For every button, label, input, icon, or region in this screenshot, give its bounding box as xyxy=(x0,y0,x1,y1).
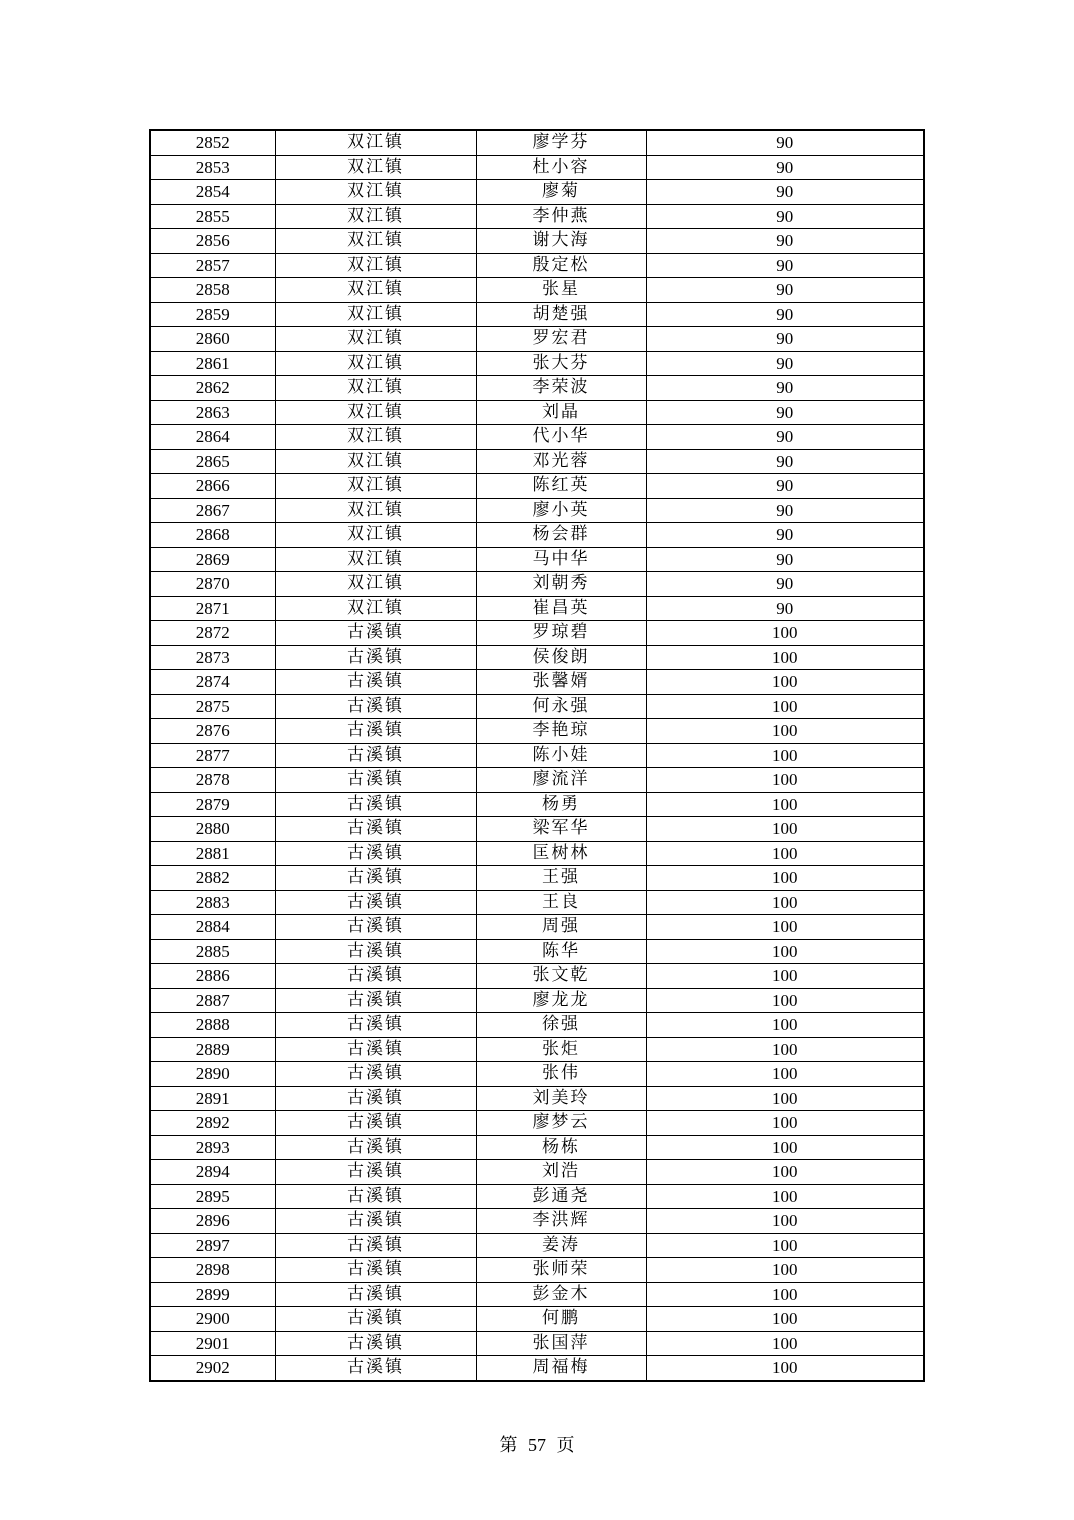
cell-score: 100 xyxy=(646,1086,924,1111)
table-row xyxy=(150,180,924,205)
cell-town: 古溪镇 xyxy=(275,670,476,695)
cell-town: 双江镇 xyxy=(275,449,476,474)
cell-score: 90 xyxy=(646,130,924,155)
table-body xyxy=(150,130,924,1381)
table-row xyxy=(150,351,924,376)
table-row xyxy=(150,719,924,744)
cell-name: 胡楚强 xyxy=(476,302,646,327)
table-row xyxy=(150,130,924,155)
cell-name: 匡树林 xyxy=(476,841,646,866)
cell-index: 2869 xyxy=(150,547,275,572)
table-row xyxy=(150,449,924,474)
table-row xyxy=(150,621,924,646)
cell-town: 双江镇 xyxy=(275,523,476,548)
cell-town: 古溪镇 xyxy=(275,1013,476,1038)
cell-name: 廖龙龙 xyxy=(476,988,646,1013)
cell-town: 双江镇 xyxy=(275,180,476,205)
cell-index: 2894 xyxy=(150,1160,275,1185)
table-row xyxy=(150,768,924,793)
cell-score: 90 xyxy=(646,474,924,499)
cell-name: 彭通尧 xyxy=(476,1184,646,1209)
cell-score: 100 xyxy=(646,1331,924,1356)
data-table xyxy=(149,129,925,1382)
cell-score: 100 xyxy=(646,1258,924,1283)
table-row xyxy=(150,474,924,499)
cell-town: 古溪镇 xyxy=(275,1331,476,1356)
cell-score: 100 xyxy=(646,890,924,915)
cell-index: 2884 xyxy=(150,915,275,940)
cell-name: 刘晶 xyxy=(476,400,646,425)
cell-town: 古溪镇 xyxy=(275,1307,476,1332)
table-row xyxy=(150,988,924,1013)
table-row xyxy=(150,425,924,450)
table-row xyxy=(150,327,924,352)
cell-score: 100 xyxy=(646,1013,924,1038)
cell-name: 王强 xyxy=(476,866,646,891)
cell-index: 2882 xyxy=(150,866,275,891)
cell-score: 90 xyxy=(646,253,924,278)
table-row xyxy=(150,1135,924,1160)
cell-index: 2900 xyxy=(150,1307,275,1332)
table-row xyxy=(150,1282,924,1307)
cell-score: 90 xyxy=(646,204,924,229)
cell-name: 廖梦云 xyxy=(476,1111,646,1136)
cell-index: 2887 xyxy=(150,988,275,1013)
cell-index: 2866 xyxy=(150,474,275,499)
cell-name: 张伟 xyxy=(476,1062,646,1087)
cell-name: 谢大海 xyxy=(476,229,646,254)
table-row xyxy=(150,1160,924,1185)
cell-index: 2860 xyxy=(150,327,275,352)
table-row xyxy=(150,964,924,989)
cell-index: 2880 xyxy=(150,817,275,842)
cell-name: 刘浩 xyxy=(476,1160,646,1185)
cell-index: 2901 xyxy=(150,1331,275,1356)
table-row xyxy=(150,1184,924,1209)
cell-score: 100 xyxy=(646,694,924,719)
cell-town: 双江镇 xyxy=(275,253,476,278)
cell-score: 90 xyxy=(646,327,924,352)
cell-score: 100 xyxy=(646,1307,924,1332)
cell-score: 100 xyxy=(646,1037,924,1062)
cell-name: 张馨婿 xyxy=(476,670,646,695)
cell-name: 李仲燕 xyxy=(476,204,646,229)
cell-index: 2871 xyxy=(150,596,275,621)
cell-index: 2896 xyxy=(150,1209,275,1234)
cell-index: 2881 xyxy=(150,841,275,866)
cell-index: 2895 xyxy=(150,1184,275,1209)
table-row xyxy=(150,547,924,572)
cell-town: 古溪镇 xyxy=(275,1160,476,1185)
table-row xyxy=(150,596,924,621)
cell-score: 100 xyxy=(646,1111,924,1136)
cell-score: 100 xyxy=(646,621,924,646)
cell-index: 2893 xyxy=(150,1135,275,1160)
cell-index: 2858 xyxy=(150,278,275,303)
cell-town: 双江镇 xyxy=(275,130,476,155)
cell-town: 双江镇 xyxy=(275,498,476,523)
cell-name: 何永强 xyxy=(476,694,646,719)
cell-name: 李艳琼 xyxy=(476,719,646,744)
cell-town: 双江镇 xyxy=(275,425,476,450)
cell-index: 2875 xyxy=(150,694,275,719)
cell-name: 杨勇 xyxy=(476,792,646,817)
cell-town: 古溪镇 xyxy=(275,866,476,891)
cell-score: 100 xyxy=(646,645,924,670)
cell-index: 2879 xyxy=(150,792,275,817)
table-row xyxy=(150,204,924,229)
cell-name: 周强 xyxy=(476,915,646,940)
cell-town: 双江镇 xyxy=(275,302,476,327)
cell-score: 90 xyxy=(646,449,924,474)
cell-town: 古溪镇 xyxy=(275,1062,476,1087)
cell-name: 陈小娃 xyxy=(476,743,646,768)
table-row xyxy=(150,1013,924,1038)
cell-index: 2883 xyxy=(150,890,275,915)
table-row xyxy=(150,817,924,842)
table-row xyxy=(150,866,924,891)
cell-score: 100 xyxy=(646,841,924,866)
table-row xyxy=(150,572,924,597)
cell-name: 杨栋 xyxy=(476,1135,646,1160)
table-row xyxy=(150,670,924,695)
cell-index: 2902 xyxy=(150,1356,275,1381)
cell-name: 侯俊朗 xyxy=(476,645,646,670)
cell-town: 双江镇 xyxy=(275,572,476,597)
cell-town: 古溪镇 xyxy=(275,915,476,940)
cell-index: 2859 xyxy=(150,302,275,327)
cell-name: 廖学芬 xyxy=(476,130,646,155)
table-row xyxy=(150,915,924,940)
cell-index: 2898 xyxy=(150,1258,275,1283)
cell-score: 100 xyxy=(646,719,924,744)
cell-town: 双江镇 xyxy=(275,229,476,254)
cell-town: 双江镇 xyxy=(275,400,476,425)
cell-name: 崔昌英 xyxy=(476,596,646,621)
cell-town: 古溪镇 xyxy=(275,939,476,964)
cell-town: 古溪镇 xyxy=(275,719,476,744)
cell-town: 古溪镇 xyxy=(275,1086,476,1111)
table-row xyxy=(150,1307,924,1332)
table-row xyxy=(150,155,924,180)
cell-score: 100 xyxy=(646,792,924,817)
cell-town: 古溪镇 xyxy=(275,1233,476,1258)
cell-name: 陈红英 xyxy=(476,474,646,499)
cell-town: 古溪镇 xyxy=(275,743,476,768)
cell-index: 2853 xyxy=(150,155,275,180)
cell-score: 90 xyxy=(646,302,924,327)
cell-town: 古溪镇 xyxy=(275,890,476,915)
cell-town: 双江镇 xyxy=(275,596,476,621)
cell-name: 何鹏 xyxy=(476,1307,646,1332)
cell-index: 2873 xyxy=(150,645,275,670)
cell-town: 古溪镇 xyxy=(275,988,476,1013)
cell-score: 90 xyxy=(646,523,924,548)
cell-index: 2867 xyxy=(150,498,275,523)
cell-score: 100 xyxy=(646,1282,924,1307)
table-row xyxy=(150,523,924,548)
cell-name: 廖流洋 xyxy=(476,768,646,793)
table-row xyxy=(150,694,924,719)
cell-index: 2870 xyxy=(150,572,275,597)
cell-score: 100 xyxy=(646,743,924,768)
cell-score: 90 xyxy=(646,400,924,425)
cell-index: 2878 xyxy=(150,768,275,793)
cell-name: 罗琼碧 xyxy=(476,621,646,646)
cell-name: 徐强 xyxy=(476,1013,646,1038)
cell-name: 张炬 xyxy=(476,1037,646,1062)
cell-score: 100 xyxy=(646,939,924,964)
cell-name: 张星 xyxy=(476,278,646,303)
cell-name: 廖小英 xyxy=(476,498,646,523)
cell-score: 100 xyxy=(646,866,924,891)
table-row xyxy=(150,1111,924,1136)
cell-town: 古溪镇 xyxy=(275,1135,476,1160)
cell-name: 李荣波 xyxy=(476,376,646,401)
table-row xyxy=(150,1331,924,1356)
cell-name: 代小华 xyxy=(476,425,646,450)
cell-town: 双江镇 xyxy=(275,376,476,401)
cell-town: 古溪镇 xyxy=(275,1282,476,1307)
cell-index: 2863 xyxy=(150,400,275,425)
cell-town: 古溪镇 xyxy=(275,645,476,670)
cell-index: 2876 xyxy=(150,719,275,744)
cell-index: 2861 xyxy=(150,351,275,376)
cell-score: 100 xyxy=(646,988,924,1013)
cell-score: 90 xyxy=(646,425,924,450)
cell-name: 张师荣 xyxy=(476,1258,646,1283)
cell-town: 双江镇 xyxy=(275,204,476,229)
cell-name: 殷定松 xyxy=(476,253,646,278)
cell-town: 古溪镇 xyxy=(275,964,476,989)
cell-index: 2890 xyxy=(150,1062,275,1087)
table-row xyxy=(150,229,924,254)
cell-index: 2877 xyxy=(150,743,275,768)
table-row xyxy=(150,1062,924,1087)
table-row xyxy=(150,302,924,327)
cell-name: 王良 xyxy=(476,890,646,915)
cell-score: 100 xyxy=(646,768,924,793)
cell-index: 2865 xyxy=(150,449,275,474)
cell-score: 100 xyxy=(646,1160,924,1185)
cell-name: 张大芬 xyxy=(476,351,646,376)
cell-index: 2889 xyxy=(150,1037,275,1062)
cell-name: 姜涛 xyxy=(476,1233,646,1258)
cell-name: 廖菊 xyxy=(476,180,646,205)
cell-score: 90 xyxy=(646,351,924,376)
cell-name: 周福梅 xyxy=(476,1356,646,1381)
table-row xyxy=(150,1209,924,1234)
cell-score: 100 xyxy=(646,964,924,989)
cell-town: 双江镇 xyxy=(275,474,476,499)
table-row xyxy=(150,376,924,401)
cell-score: 90 xyxy=(646,498,924,523)
cell-name: 杨会群 xyxy=(476,523,646,548)
cell-name: 刘美玲 xyxy=(476,1086,646,1111)
cell-index: 2891 xyxy=(150,1086,275,1111)
cell-index: 2852 xyxy=(150,130,275,155)
cell-name: 邓光蓉 xyxy=(476,449,646,474)
cell-index: 2862 xyxy=(150,376,275,401)
cell-town: 古溪镇 xyxy=(275,1111,476,1136)
cell-score: 90 xyxy=(646,376,924,401)
cell-index: 2886 xyxy=(150,964,275,989)
cell-score: 90 xyxy=(646,572,924,597)
cell-score: 100 xyxy=(646,817,924,842)
cell-score: 100 xyxy=(646,1184,924,1209)
cell-town: 古溪镇 xyxy=(275,1037,476,1062)
cell-town: 古溪镇 xyxy=(275,694,476,719)
cell-name: 罗宏君 xyxy=(476,327,646,352)
cell-score: 90 xyxy=(646,155,924,180)
cell-town: 古溪镇 xyxy=(275,1209,476,1234)
cell-index: 2888 xyxy=(150,1013,275,1038)
cell-town: 古溪镇 xyxy=(275,817,476,842)
table-row xyxy=(150,1356,924,1381)
page-footer xyxy=(0,1431,1074,1457)
cell-town: 双江镇 xyxy=(275,547,476,572)
cell-town: 古溪镇 xyxy=(275,768,476,793)
cell-score: 100 xyxy=(646,670,924,695)
cell-name: 陈华 xyxy=(476,939,646,964)
cell-name: 杜小容 xyxy=(476,155,646,180)
table-row xyxy=(150,1258,924,1283)
page-suffix: 页 xyxy=(556,1435,575,1455)
cell-index: 2857 xyxy=(150,253,275,278)
cell-town: 古溪镇 xyxy=(275,841,476,866)
table-row xyxy=(150,939,924,964)
cell-town: 古溪镇 xyxy=(275,1356,476,1381)
table-row xyxy=(150,1086,924,1111)
cell-index: 2856 xyxy=(150,229,275,254)
cell-score: 90 xyxy=(646,180,924,205)
cell-name: 李洪辉 xyxy=(476,1209,646,1234)
table-row xyxy=(150,890,924,915)
cell-index: 2864 xyxy=(150,425,275,450)
table-row xyxy=(150,743,924,768)
cell-town: 古溪镇 xyxy=(275,792,476,817)
cell-score: 100 xyxy=(646,1135,924,1160)
cell-index: 2872 xyxy=(150,621,275,646)
cell-index: 2854 xyxy=(150,180,275,205)
cell-town: 古溪镇 xyxy=(275,1258,476,1283)
cell-index: 2899 xyxy=(150,1282,275,1307)
cell-index: 2885 xyxy=(150,939,275,964)
cell-index: 2855 xyxy=(150,204,275,229)
table-row xyxy=(150,645,924,670)
cell-town: 双江镇 xyxy=(275,327,476,352)
cell-score: 100 xyxy=(646,1062,924,1087)
cell-name: 张文乾 xyxy=(476,964,646,989)
page-prefix: 第 xyxy=(499,1435,518,1455)
table-row xyxy=(150,253,924,278)
cell-name: 马中华 xyxy=(476,547,646,572)
cell-score: 90 xyxy=(646,229,924,254)
cell-score: 100 xyxy=(646,1356,924,1381)
cell-score: 100 xyxy=(646,1209,924,1234)
cell-town: 古溪镇 xyxy=(275,1184,476,1209)
cell-name: 刘朝秀 xyxy=(476,572,646,597)
cell-score: 90 xyxy=(646,596,924,621)
table-row xyxy=(150,792,924,817)
cell-name: 张国萍 xyxy=(476,1331,646,1356)
cell-name: 梁军华 xyxy=(476,817,646,842)
table-row xyxy=(150,278,924,303)
table-row xyxy=(150,1233,924,1258)
cell-score: 100 xyxy=(646,1233,924,1258)
cell-town: 双江镇 xyxy=(275,155,476,180)
cell-score: 90 xyxy=(646,278,924,303)
cell-town: 古溪镇 xyxy=(275,621,476,646)
table-row xyxy=(150,1037,924,1062)
cell-score: 90 xyxy=(646,547,924,572)
table-row xyxy=(150,400,924,425)
cell-score: 100 xyxy=(646,915,924,940)
cell-town: 双江镇 xyxy=(275,351,476,376)
cell-index: 2874 xyxy=(150,670,275,695)
cell-index: 2897 xyxy=(150,1233,275,1258)
cell-index: 2868 xyxy=(150,523,275,548)
cell-index: 2892 xyxy=(150,1111,275,1136)
cell-name: 彭金木 xyxy=(476,1282,646,1307)
table-row xyxy=(150,841,924,866)
table-row xyxy=(150,498,924,523)
page-number: 57 xyxy=(528,1435,546,1455)
cell-town: 双江镇 xyxy=(275,278,476,303)
